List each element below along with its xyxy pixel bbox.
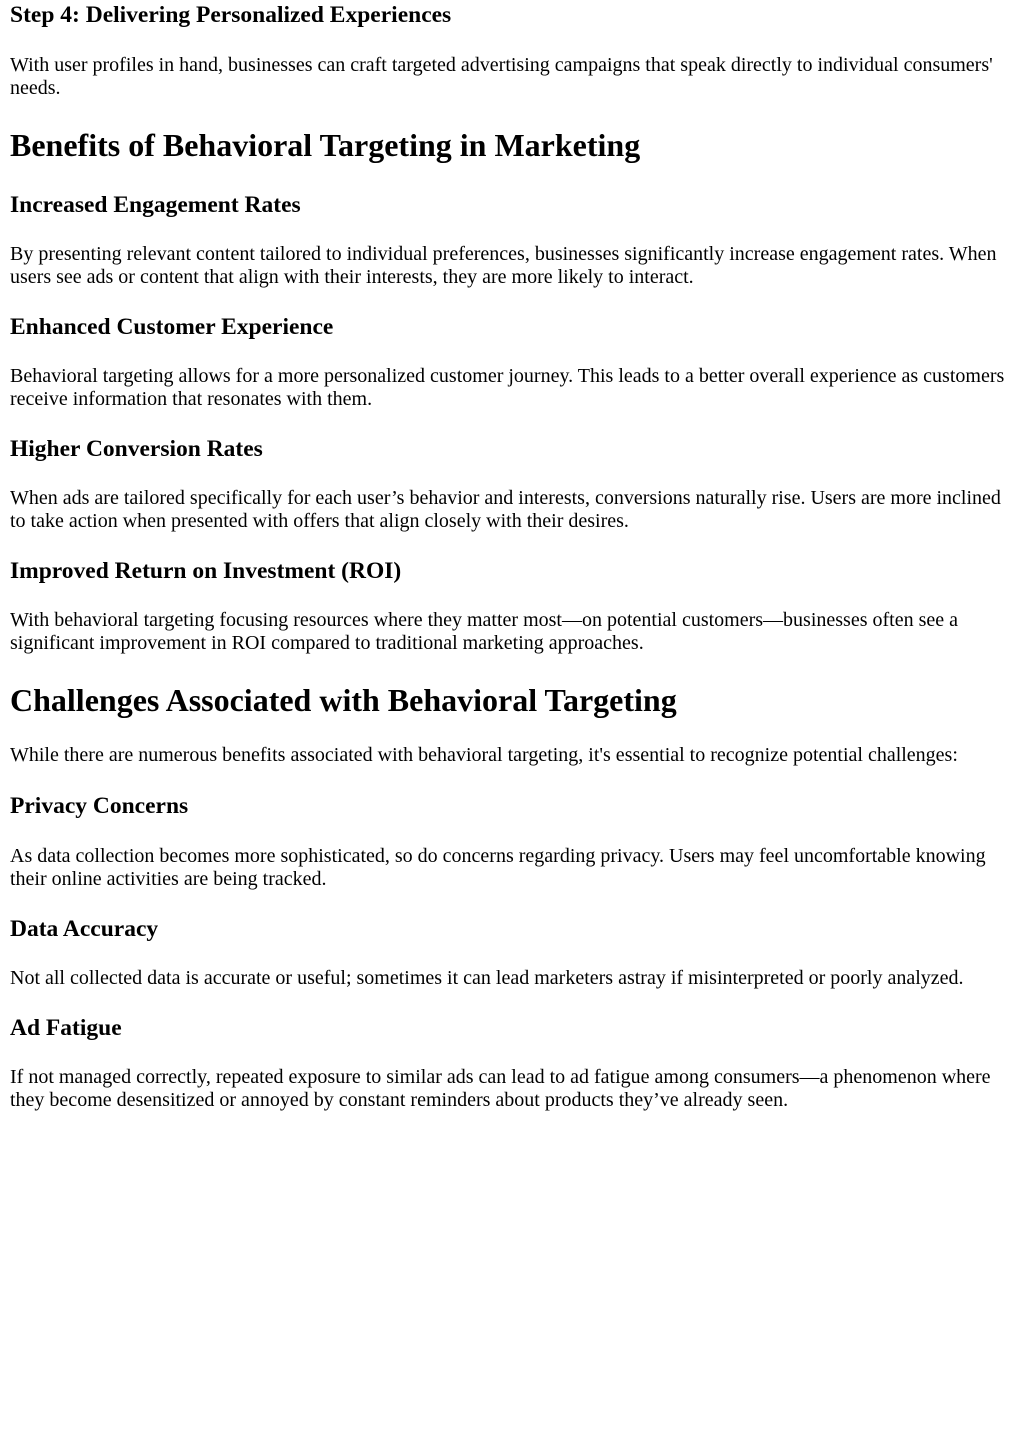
challenge-fatigue-paragraph: If not managed correctly, repeated exposure to similar ads can lead to ad fatigue among consumers—a phenomenon where they become desensitized or annoyed by constant reminders about products they’ve already seen. bbox=[10, 1066, 991, 1111]
benefit-roi-heading: Improved Return on Investment (ROI) bbox=[10, 558, 402, 584]
benefit-conversion-paragraph: When ads are tailored specifically for each user’s behavior and interests, conversions naturally rise. Users are more inclined to take action when presented with offers that align closely with their desires. bbox=[10, 487, 1001, 532]
benefit-conversion-heading: Higher Conversion Rates bbox=[10, 436, 263, 462]
step-4-paragraph: With user profiles in hand, businesses can craft targeted advertising campaigns that speak directly to individual consumers' needs. bbox=[10, 54, 993, 99]
benefit-engagement-heading: Increased Engagement Rates bbox=[10, 192, 301, 218]
benefit-experience-heading: Enhanced Customer Experience bbox=[10, 314, 334, 340]
benefit-roi-paragraph: With behavioral targeting focusing resources where they matter most—on potential customers—businesses often see a significant improvement in ROI compared to traditional marketing approaches. bbox=[10, 609, 959, 654]
challenge-accuracy-heading: Data Accuracy bbox=[10, 916, 159, 942]
challenge-privacy-paragraph: As data collection becomes more sophisticated, so do concerns regarding privacy. Users may feel uncomfortable knowing their online activities are being tracked. bbox=[10, 845, 986, 890]
benefit-experience-paragraph: Behavioral targeting allows for a more personalized customer journey. This leads to a better overall experience as customers receive information that resonates with them. bbox=[10, 365, 1005, 410]
challenge-fatigue-heading: Ad Fatigue bbox=[10, 1015, 122, 1041]
challenge-privacy-heading: Privacy Concerns bbox=[10, 793, 189, 819]
step-4-heading: Step 4: Delivering Personalized Experiences bbox=[10, 2, 452, 28]
challenges-intro-paragraph: While there are numerous benefits associated with behavioral targeting, it's essential to recognize potential challenges: bbox=[10, 744, 958, 766]
benefit-engagement-paragraph: By presenting relevant content tailored to individual preferences, businesses significantly increase engagement rates. When users see ads or content that align with their interests, they are more likely to interact. bbox=[10, 243, 997, 288]
challenges-section-heading: Challenges Associated with Behavioral Targeting bbox=[10, 682, 677, 718]
challenge-accuracy-paragraph: Not all collected data is accurate or useful; sometimes it can lead marketers astray if misinterpreted or poorly analyzed. bbox=[10, 967, 964, 989]
benefits-section-heading: Benefits of Behavioral Targeting in Marketing bbox=[10, 127, 641, 163]
